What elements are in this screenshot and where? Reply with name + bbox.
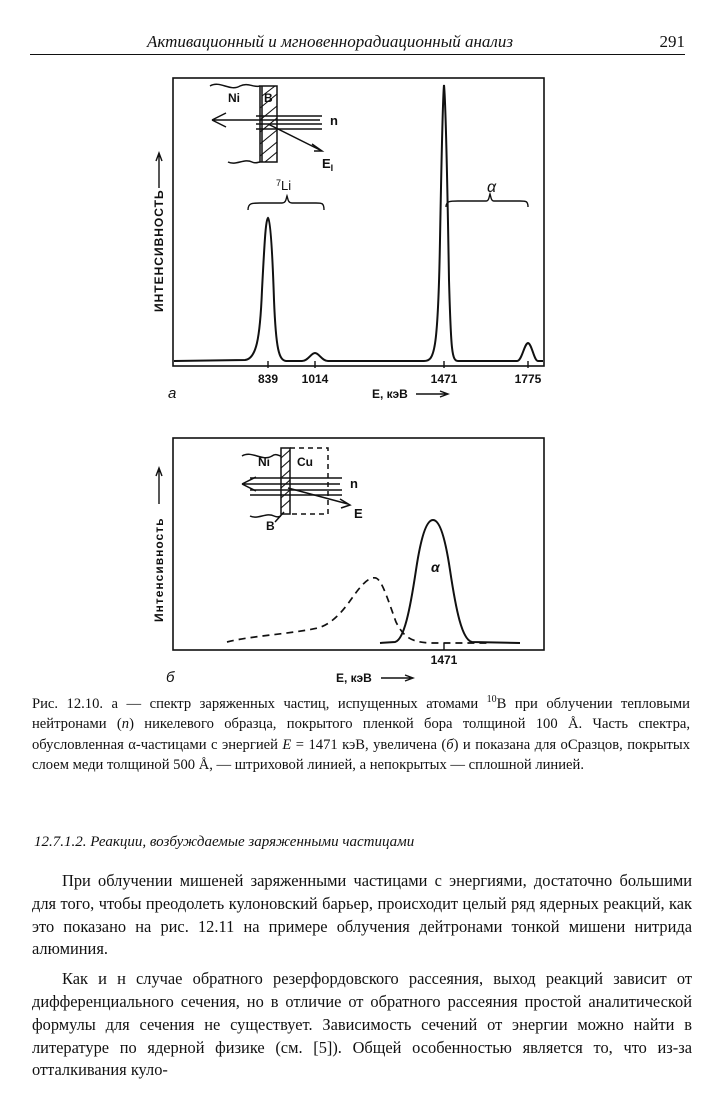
x-axis-label-b: Е, кэВ [336,671,372,685]
figure-b-dashed-curve [227,578,490,643]
tick-label-839: 839 [257,372,279,386]
inset-label-e-b: E [354,506,363,521]
caption-text-5: ) и показана для оСразцов, покрытых слоем меди толщиной 500 Å, — штриховой линией, а непокрытых — сплошной линией. [32,736,690,774]
paragraph-1: При облучении мишеней заряженными частицами с энергиями, достаточно большими для того, чтобы преодолеть кулоновский барьер, происходит целый ряд ядерных реакций, как это показано на рис. 12.11 на примере облучения дейтронами тонкой мишени нитрида алюминия. [32,871,692,959]
paragraph-2: Как и н случае обратного резерфордовского рассеяния, выход реакций зависит от дифференциального сечения, но в отличие от обратного рассеяния простой аналитической формулы для сечения не существует. Зависимость сечений от энергии можно найти в литературе по ядерной физике (см. [5]). Общей особенностью является то, что из-за отталкивания куло- [32,969,692,1080]
li-label: $^7$Li [276,178,292,193]
y-axis-label-b: Интенсивность [152,517,166,622]
inset-label-n-b: n [350,476,358,491]
running-title: Активационный и мгновеннорадиационный анализ [147,32,513,51]
caption-symbol-b: б [446,736,454,753]
caption-isotope-element: B [496,695,507,712]
figure-caption [32,690,690,776]
figure-a-spectrum [174,85,543,361]
caption-symbol-n: n [121,716,130,733]
caption-text-4: = 1471 кэВ, увеличена ( [291,736,447,753]
alpha-label-b: α [431,559,440,575]
tick-label-1775: 1775 [514,372,542,386]
inset-label-ni-a: Ni [228,91,240,105]
inset-label-ni-b: Ni [258,455,270,469]
figure-b-solid-curve [380,520,520,643]
panel-label-a: а [168,385,177,402]
y-axis-label-a: ИНТЕНСИВНОСТЬ [152,189,166,312]
inset-label-b-b: B [266,519,275,533]
body-text [32,870,692,1089]
running-head [30,30,685,55]
inset-label-e1-a: $E_I$ [322,156,334,173]
caption-text-3: ) никелевого образца, покрытого пленкой бора толщиной 100 Å. Часть спектра, обусловленная α-частицами с энергией [32,716,690,753]
page-number: 291 [659,32,685,51]
figure-b-frame [173,438,544,650]
alpha-label-a: α [487,179,497,196]
caption-isotope-mass: 10 [486,694,497,705]
inset-label-n-a: n [330,113,338,128]
figure-b [140,430,570,690]
section-heading: 12.7.1.2. Реакции, возбуждаемые заряженными частицами [34,834,415,850]
caption-text-2: при облучении тепловыми нейтронами ( [32,695,690,733]
li-brace [248,196,324,210]
tick-label-1471: 1471 [430,372,458,386]
tick-label-b-1471: 1471 [430,653,458,667]
tick-label-1014: 1014 [301,372,329,386]
figure-a [140,70,570,410]
y-axis-arrow-a [156,153,162,188]
y-axis-arrow-b [156,468,162,504]
caption-lead: Рис. 12.10. [32,695,112,712]
tick-marks-a [268,361,528,368]
panel-label-b: б [166,669,175,686]
caption-text-1: а — спектр заряженных частиц, испущенных атомами [111,695,487,712]
inset-label-b-a: B [264,91,273,105]
x-axis-arrow-a [416,391,448,397]
figure-a-frame [173,78,544,366]
inset-label-cu-b: Cu [297,455,313,469]
x-axis-label-a: Е, кэВ [372,387,408,401]
x-axis-arrow-b [381,675,413,681]
caption-symbol-e: E [282,736,292,753]
